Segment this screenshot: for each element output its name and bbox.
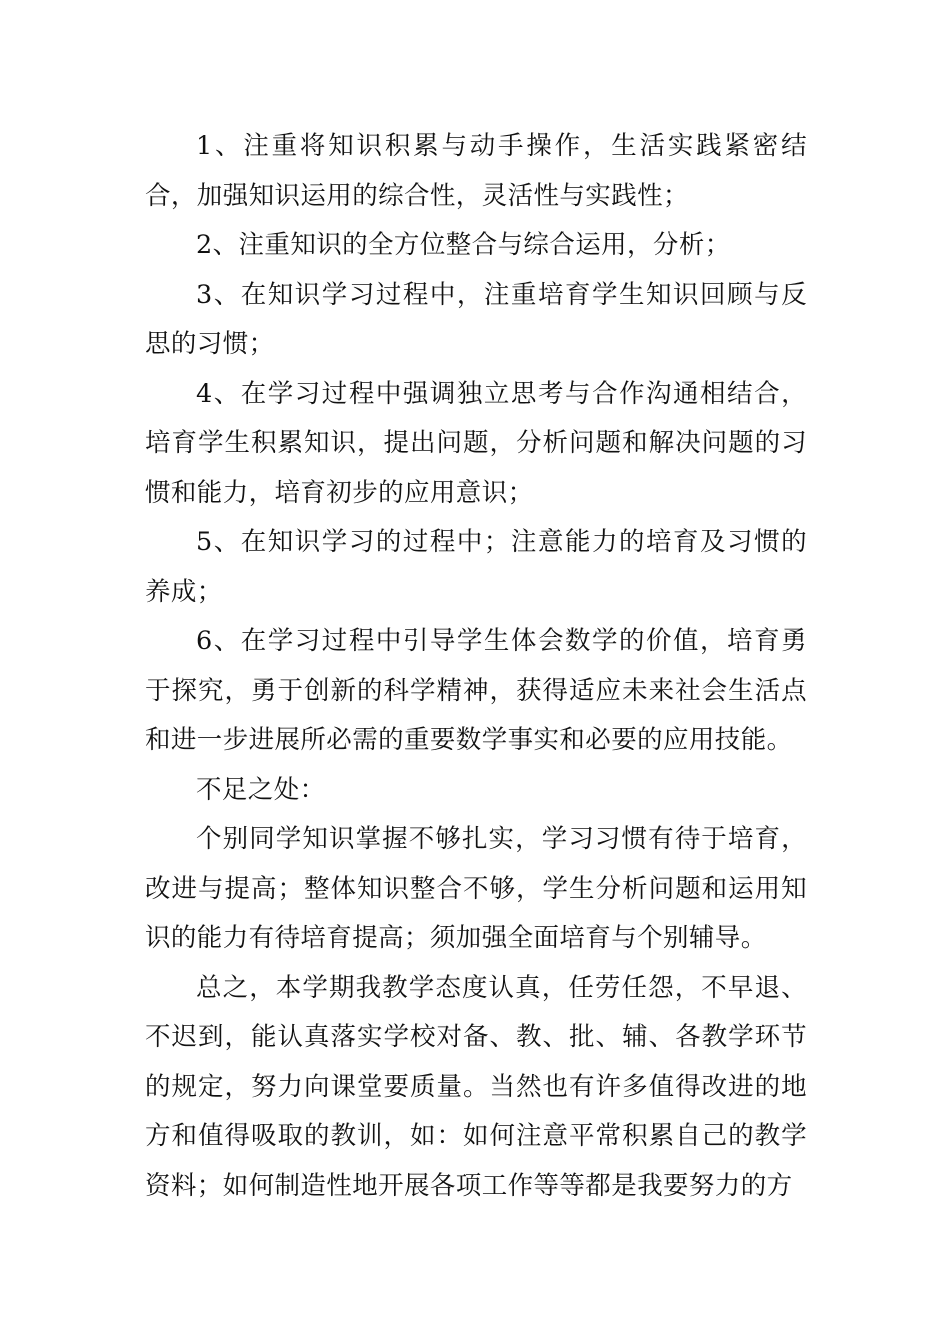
paragraph-item-5: 5、在知识学习的过程中；注意能力的培育及习惯的养成； [145, 527, 807, 607]
shortcomings-paragraph: 个别同学知识掌握不够扎实，学习习惯有待于培育，改进与提高；整体知识整合不够，学生分析问题和运用知识的能力有待培育提高；须加强全面培育与个别辅导。 [145, 824, 807, 953]
paragraph-item-4: 4、在学习过程中强调独立思考与合作沟通相结合，培育学生积累知识，提出问题，分析问题和解决问题的习惯和能力，培育初步的应用意识； [145, 378, 807, 508]
paragraph-item-3: 3、在知识学习过程中，注重培育学生知识回顾与反思的习惯； [145, 279, 807, 359]
summary-paragraph: 总之，本学期我教学态度认真，任劳任怨，不早退、不迟到，能认真落实学校对备、教、批、辅、各教学环节的规定，努力向课堂要质量。当然也有许多值得改进的地方和值得吸取的教训，如：如何注意平常积累自己的教学资料；如何制造性地开展各项工作等等都是我要努力的方 [145, 972, 807, 1201]
paragraph-item-1: 1、注重将知识积累与动手操作，生活实践紧密结合，加强知识运用的综合性，灵活性与实践性； [145, 131, 807, 211]
shortcomings-heading: 不足之处： [196, 774, 326, 805]
paragraph-item-6: 6、在学习过程中引导学生体会数学的价值，培育勇于探究，勇于创新的科学精神，获得适应未来社会生活点和进一步进展所必需的重要数学事实和必要的应用技能。 [145, 626, 807, 755]
document-body [145, 122, 807, 1211]
paragraph-item-2: 2、注重知识的全方位整合与综合运用，分析； [196, 230, 731, 260]
